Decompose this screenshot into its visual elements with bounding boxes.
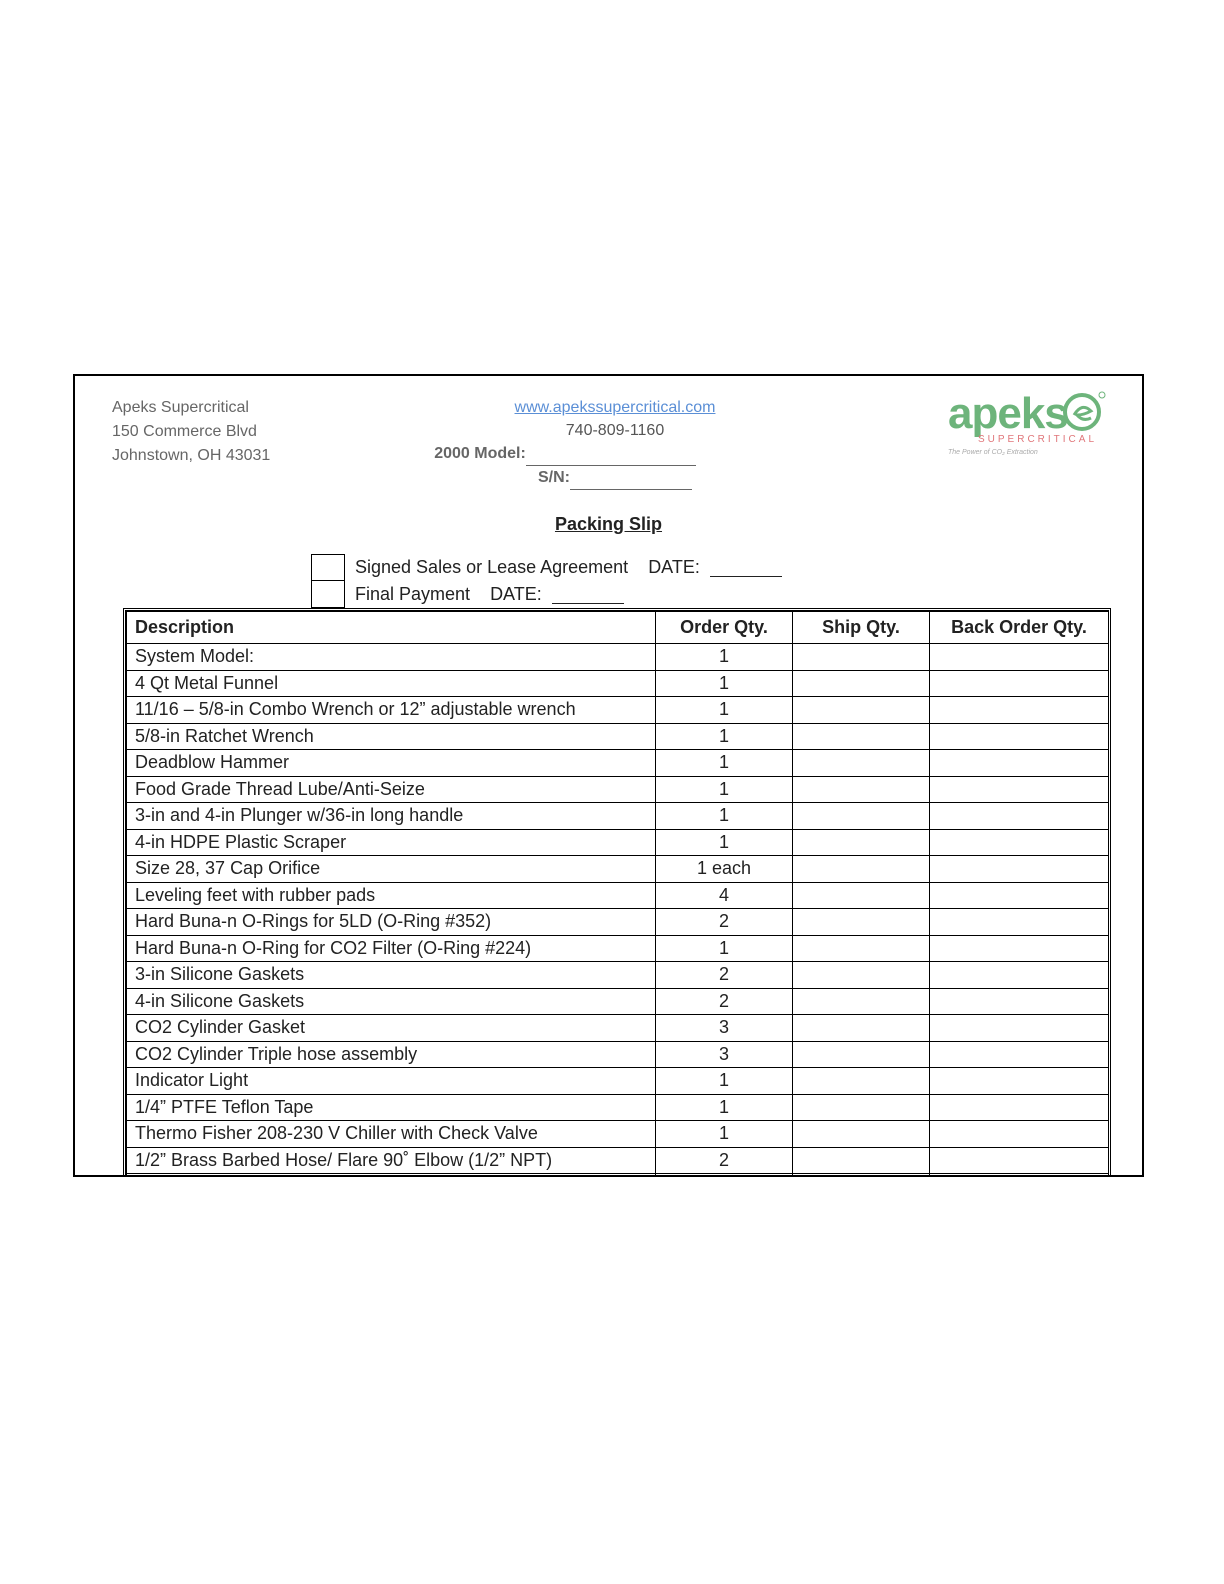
description-cell: 11/16 – 5/8-in Combo Wrench or 12” adjustable wrench xyxy=(127,697,656,724)
website-link[interactable]: www.apekssupercritical.com xyxy=(514,399,716,416)
order-qty-cell: 1 xyxy=(656,1121,793,1148)
back-order-qty-cell[interactable] xyxy=(930,803,1109,830)
ship-qty-cell[interactable] xyxy=(793,803,930,830)
description-cell: Thermo Fisher 208-230 V Chiller with Check Valve xyxy=(127,1121,656,1148)
back-order-qty-cell[interactable] xyxy=(930,882,1109,909)
order-qty-cell xyxy=(656,1174,793,1178)
description-cell: 1/4” PTFE Teflon Tape xyxy=(127,1094,656,1121)
table-row xyxy=(127,962,1109,989)
order-qty-cell: 4 xyxy=(656,882,793,909)
order-qty-cell: 3 xyxy=(656,1041,793,1068)
description-cell: CO2 Cylinder Triple hose assembly xyxy=(127,1041,656,1068)
order-qty-cell: 2 xyxy=(656,962,793,989)
final-payment-date-blank xyxy=(552,602,624,604)
ship-qty-cell[interactable] xyxy=(793,1068,930,1095)
back-order-qty-cell[interactable] xyxy=(930,644,1109,671)
ship-qty-cell[interactable] xyxy=(793,723,930,750)
back-order-qty-cell[interactable] xyxy=(930,935,1109,962)
company-street: 150 Commerce Blvd xyxy=(112,423,257,440)
description-cell: Size 28, 37 Cap Orifice xyxy=(127,856,656,883)
logo-registered-icon xyxy=(1099,392,1105,398)
description-cell xyxy=(127,1174,656,1178)
order-qty-cell: 2 xyxy=(656,909,793,936)
ship-qty-cell[interactable] xyxy=(793,856,930,883)
final-payment-date-label: DATE: xyxy=(490,584,542,604)
order-qty-cell: 1 xyxy=(656,935,793,962)
apeks-logo xyxy=(946,388,1106,462)
ship-qty-cell[interactable] xyxy=(793,776,930,803)
back-order-qty-cell[interactable] xyxy=(930,750,1109,777)
order-qty-cell: 2 xyxy=(656,988,793,1015)
table-header-row xyxy=(127,612,1109,644)
description-cell: 4-in HDPE Plastic Scraper xyxy=(127,829,656,856)
ship-qty-cell[interactable] xyxy=(793,644,930,671)
description-cell: Deadblow Hammer xyxy=(127,750,656,777)
final-payment-checkbox[interactable] xyxy=(311,581,345,608)
order-qty-cell: 1 xyxy=(656,697,793,724)
logo-ring-icon xyxy=(1065,395,1099,429)
ship-qty-cell[interactable] xyxy=(793,1174,930,1178)
table-row xyxy=(127,776,1109,803)
back-order-qty-cell[interactable] xyxy=(930,988,1109,1015)
description-cell: Hard Buna-n O-Rings for 5LD (O-Ring #352) xyxy=(127,909,656,936)
serial-number-field xyxy=(375,466,855,490)
final-payment-label: Final Payment xyxy=(355,584,471,604)
table-row xyxy=(127,988,1109,1015)
table-row xyxy=(127,856,1109,883)
ship-qty-cell[interactable] xyxy=(793,1015,930,1042)
order-qty-cell: 1 xyxy=(656,1094,793,1121)
order-qty-cell: 1 xyxy=(656,1068,793,1095)
ship-qty-cell[interactable] xyxy=(793,909,930,936)
table-row xyxy=(127,829,1109,856)
description-cell: Leveling feet with rubber pads xyxy=(127,882,656,909)
back-order-qty-cell[interactable] xyxy=(930,909,1109,936)
description-cell: 3-in and 4-in Plunger w/36-in long handle xyxy=(127,803,656,830)
logo-e-icon xyxy=(1074,407,1091,419)
agreement-date-label: DATE: xyxy=(648,557,700,577)
order-qty-cell: 1 xyxy=(656,723,793,750)
description-cell: Food Grade Thread Lube/Anti-Seize xyxy=(127,776,656,803)
agreement-date-blank xyxy=(710,575,782,577)
order-qty-cell: 1 xyxy=(656,829,793,856)
back-order-qty-cell[interactable] xyxy=(930,1015,1109,1042)
table-row xyxy=(127,1041,1109,1068)
page-title: Packing Slip xyxy=(554,514,663,534)
table-row xyxy=(127,935,1109,962)
ship-qty-cell[interactable] xyxy=(793,1147,930,1174)
model-field xyxy=(275,442,855,466)
company-city: Johnstown, OH 43031 xyxy=(112,447,271,464)
back-order-qty-cell[interactable] xyxy=(930,1094,1109,1121)
back-order-qty-cell[interactable] xyxy=(930,1041,1109,1068)
sn-label: S/N: xyxy=(538,469,570,486)
back-order-qty-cell[interactable] xyxy=(930,776,1109,803)
table-row xyxy=(127,1147,1109,1174)
table-row xyxy=(127,882,1109,909)
ship-qty-cell[interactable] xyxy=(793,1121,930,1148)
model-label: 2000 Model: xyxy=(434,445,526,462)
back-order-qty-cell[interactable] xyxy=(930,670,1109,697)
back-order-qty-cell[interactable] xyxy=(930,697,1109,724)
header-ship-qty: Ship Qty. xyxy=(793,612,930,644)
ship-qty-cell[interactable] xyxy=(793,750,930,777)
packing-slip-page xyxy=(73,374,1144,1177)
ship-qty-cell[interactable] xyxy=(793,962,930,989)
order-qty-cell: 1 xyxy=(656,803,793,830)
ship-qty-cell[interactable] xyxy=(793,697,930,724)
description-cell: 1/2” Brass Barbed Hose/ Flare 90˚ Elbow (1/2” NPT) xyxy=(127,1147,656,1174)
table-row xyxy=(127,1121,1109,1148)
company-name: Apeks Supercritical xyxy=(112,399,249,416)
back-order-qty-cell[interactable] xyxy=(930,723,1109,750)
back-order-qty-cell[interactable] xyxy=(930,1121,1109,1148)
description-cell: 5/8-in Ratchet Wrench xyxy=(127,723,656,750)
table-row xyxy=(127,697,1109,724)
ship-qty-cell[interactable] xyxy=(793,1094,930,1121)
agreement-checkbox[interactable] xyxy=(311,554,345,581)
ship-qty-cell[interactable] xyxy=(793,882,930,909)
order-qty-cell: 1 xyxy=(656,644,793,671)
header-description: Description xyxy=(127,612,656,644)
order-qty-cell: 1 xyxy=(656,750,793,777)
description-cell: System Model: xyxy=(127,644,656,671)
table-row xyxy=(127,1094,1109,1121)
logo-wordmark: apeks xyxy=(948,389,1068,438)
ship-qty-cell[interactable] xyxy=(793,829,930,856)
back-order-qty-cell[interactable] xyxy=(930,1147,1109,1174)
sn-blank-line xyxy=(570,466,692,490)
ship-qty-cell[interactable] xyxy=(793,935,930,962)
items-table xyxy=(123,608,1111,1177)
header-back-order-qty: Back Order Qty. xyxy=(930,612,1109,644)
checklist-row-agreement xyxy=(311,554,782,581)
phone-number: 740-809-1160 xyxy=(565,422,665,439)
order-qty-cell: 1 xyxy=(656,670,793,697)
table-row xyxy=(127,670,1109,697)
logo-subtitle: SUPERCRITICAL xyxy=(978,434,1098,445)
description-cell: Indicator Light xyxy=(127,1068,656,1095)
table-row xyxy=(127,909,1109,936)
description-cell: 4-in Silicone Gaskets xyxy=(127,988,656,1015)
model-blank-line xyxy=(526,442,696,466)
table-row xyxy=(127,1068,1109,1095)
back-order-qty-cell[interactable] xyxy=(930,829,1109,856)
order-qty-cell: 1 each xyxy=(656,856,793,883)
table-row xyxy=(127,750,1109,777)
header-order-qty: Order Qty. xyxy=(656,612,793,644)
description-cell: 3-in Silicone Gaskets xyxy=(127,962,656,989)
contact-block xyxy=(375,396,855,490)
agreement-label: Signed Sales or Lease Agreement xyxy=(355,557,629,577)
description-cell: CO2 Cylinder Gasket xyxy=(127,1015,656,1042)
order-qty-cell: 3 xyxy=(656,1015,793,1042)
logo-tagline: The Power of CO₂ Extraction xyxy=(948,449,1038,456)
order-qty-cell: 1 xyxy=(656,776,793,803)
ship-qty-cell[interactable] xyxy=(793,988,930,1015)
table-row xyxy=(127,1015,1109,1042)
ship-qty-cell[interactable] xyxy=(793,670,930,697)
ship-qty-cell[interactable] xyxy=(793,1041,930,1068)
back-order-qty-cell[interactable] xyxy=(930,856,1109,883)
description-cell: Hard Buna-n O-Ring for CO2 Filter (O-Ring #224) xyxy=(127,935,656,962)
back-order-qty-cell[interactable] xyxy=(930,1068,1109,1095)
table-row xyxy=(127,1174,1109,1178)
order-qty-cell: 2 xyxy=(656,1147,793,1174)
description-cell: 4 Qt Metal Funnel xyxy=(127,670,656,697)
table-row xyxy=(127,803,1109,830)
back-order-qty-cell[interactable] xyxy=(930,1174,1109,1178)
table-row xyxy=(127,723,1109,750)
back-order-qty-cell[interactable] xyxy=(930,962,1109,989)
table-row xyxy=(127,644,1109,671)
company-address xyxy=(112,396,270,468)
checklist-row-final-payment xyxy=(311,581,624,608)
